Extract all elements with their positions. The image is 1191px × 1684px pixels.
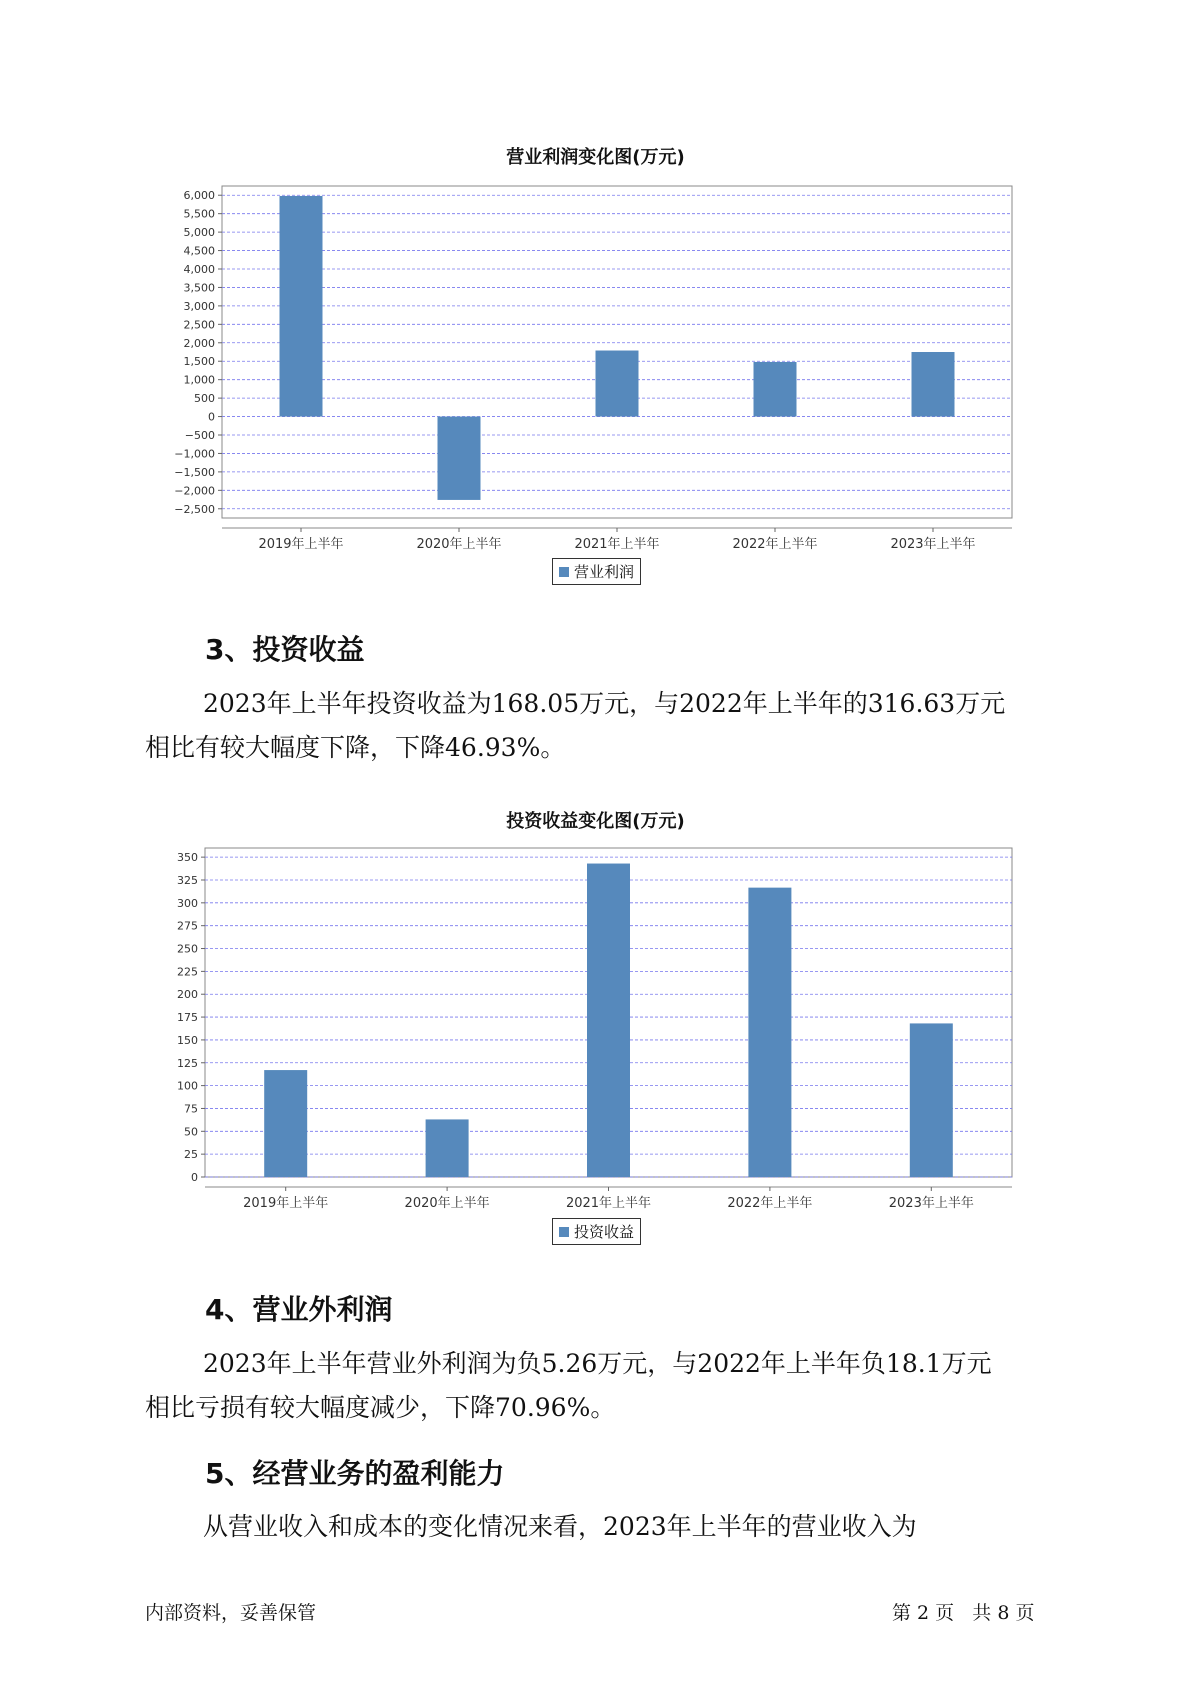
footer-page-number: 第 2 页 共 8 页 [892,1602,1035,1624]
chart2-ytick-label: 250 [177,942,198,956]
chart2-legend [552,1218,641,1245]
chart2-title: 投资收益变化图(万元) [506,811,685,832]
chart1-ytick-label: 500 [194,392,215,406]
chart2-ytick-label: 200 [177,988,198,1002]
section-heading-profitability: 5、经营业务的盈利能力 [205,1457,505,1490]
chart1-ytick-label: 3,500 [183,281,215,295]
section-heading-investment-income: 3、投资收益 [205,633,365,666]
chart2-xtick-label: 2023年上半年 [888,1196,974,1211]
chart2-ytick-label: 0 [191,1171,198,1184]
chart1-ytick-label: 6,000 [183,189,215,203]
chart2-ytick-label: 100 [177,1079,198,1093]
chart2-bar [748,888,791,1177]
para-line: 相比亏损有较大幅度减少，下降70.96%。 [145,1393,616,1422]
chart2-xtick-label: 2020年上半年 [404,1196,490,1211]
section-para-profitability [145,1505,1050,1549]
chart1-ytick-label: 0 [208,410,215,424]
chart1-ytick-label: 4,500 [183,244,215,258]
section-heading-non-operating-profit: 4、营业外利润 [205,1293,393,1326]
legend-swatch [559,1227,569,1237]
chart1-xtick-label: 2019年上半年 [258,537,344,552]
chart2-ytick-label: 350 [177,851,198,865]
chart2-ytick-label: 275 [177,919,198,933]
chart1-legend-label: 营业利润 [574,563,635,581]
chart2-xtick-label: 2019年上半年 [243,1196,329,1211]
chart2-ytick-label: 75 [184,1102,198,1116]
chart2-xtick-label: 2021年上半年 [565,1196,652,1211]
chart1-xtick-label: 2021年上半年 [574,537,660,552]
chart2-bar [587,864,630,1177]
chart1-xtick-label: 2020年上半年 [416,537,502,552]
chart1-ytick-label: 5,000 [183,226,215,240]
chart1-ytick-label: 1,500 [183,355,215,369]
chart1-ytick-label: −500 [184,429,215,442]
chart1-title: 营业利润变化图(万元) [506,147,685,168]
chart2-ytick-label: 225 [177,965,198,979]
chart1-xtick-label: 2022年上半年 [732,537,818,552]
chart1-ytick-label: 4,000 [183,263,215,276]
chart1-ytick-label: −1,500 [174,465,215,479]
chart1-ytick-label: 5,500 [183,207,215,221]
chart2-ytick-label: 300 [177,896,198,910]
para-line: 相比有较大幅度下降，下降46.93%。 [145,733,566,762]
chart2-ytick-label: 25 [184,1148,198,1162]
chart2-ytick-label: 125 [177,1056,198,1070]
chart2-ytick-label: 325 [177,873,198,887]
para-line: 2023年上半年营业外利润为负5.26万元，与2022年上半年负18.1万元 [203,1349,992,1378]
chart2-ytick-label: 175 [177,1011,198,1025]
chart2-bar [264,1070,307,1177]
para-line: 2023年上半年投资收益为168.05万元，与2022年上半年的316.63万元 [203,689,1006,718]
chart1-ytick-label: −2,000 [174,484,215,498]
para-line: 从营业收入和成本的变化情况来看，2023年上半年的营业收入为 [203,1512,917,1541]
section-para-non-operating-profit [145,1342,1050,1430]
chart1-ytick-label: 1,000 [183,373,215,387]
chart2-bar [910,1023,953,1177]
chart1-ytick-label: −2,500 [174,502,215,516]
chart1-ytick-label: 2,000 [183,336,215,350]
chart1-ytick-label: −1,000 [174,447,215,461]
chart1-ytick-label: 2,500 [183,318,215,332]
chart1-ytick-label: 3,000 [183,299,215,313]
chart2-ytick-label: 50 [184,1125,198,1139]
footer-confidential: 内部资料，妥善保管 [145,1602,317,1624]
chart2-ytick-label: 150 [177,1033,198,1047]
chart1-xtick-label: 2023年上半年 [890,537,976,552]
chart2-bar [426,1119,469,1177]
chart2-legend-label: 投资收益 [574,1223,635,1241]
chart2-xtick-label: 2022年上半年 [727,1196,813,1211]
